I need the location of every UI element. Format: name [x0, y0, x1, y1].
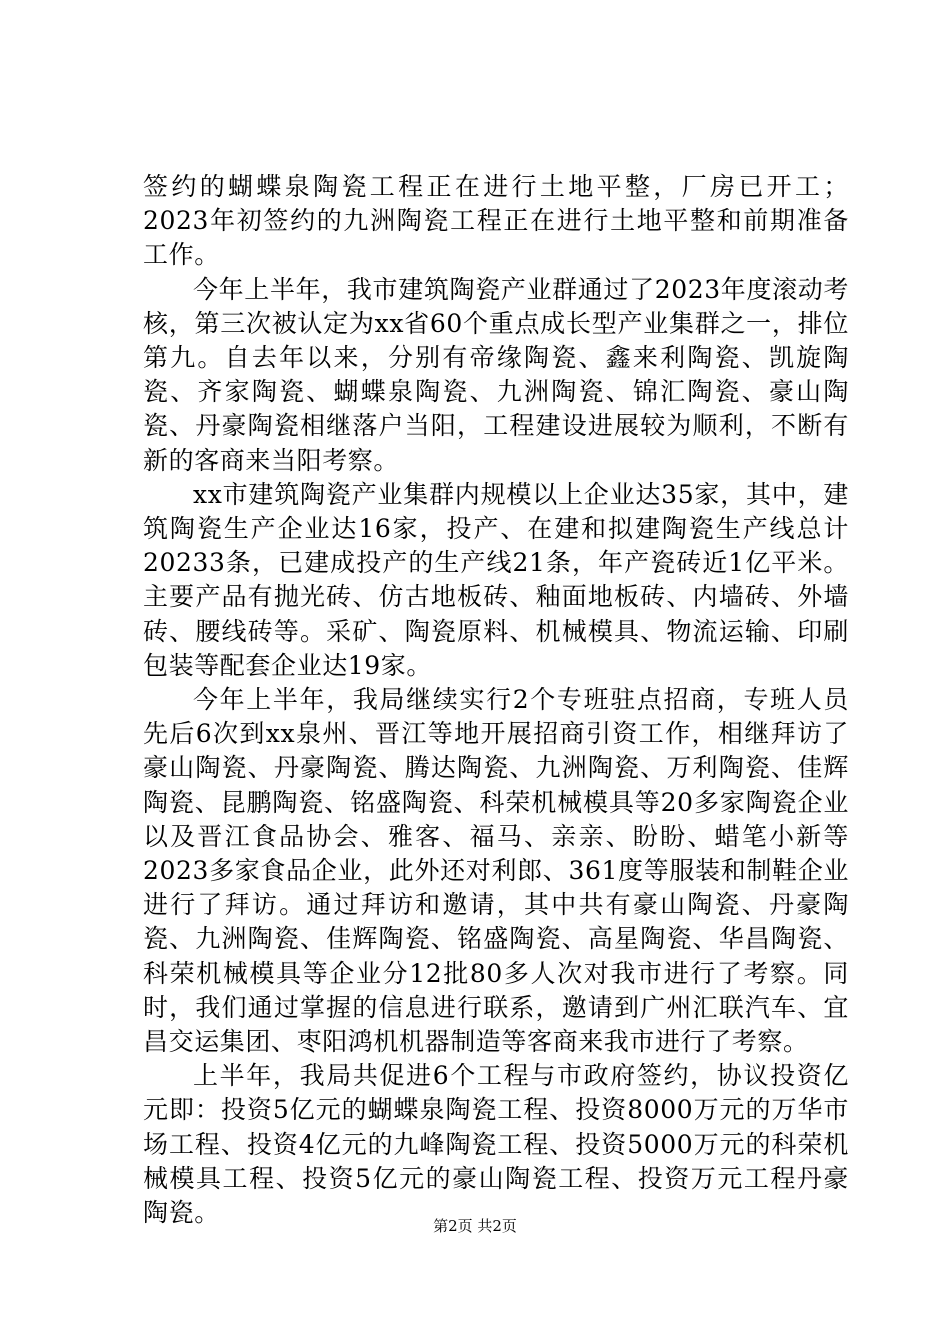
paragraph-2: 今年上半年，我市建筑陶瓷产业群通过了2023年度滚动考核，第三次被认定为xx省60个重点成长型产业集群之一，排位第九。自去年以来，分别有帝缘陶瓷、鑫来利陶瓷、凯旋陶瓷、齐家陶瓷、蝴蝶泉陶瓷、九洲陶瓷、锦汇陶瓷、豪山陶瓷、丹豪陶瓷相继落户当阳，工程建设进展较为顺利，不断有新的客商来当阳考察。 — [143, 274, 849, 475]
paragraph-5: 上半年，我局共促进6个工程与市政府签约，协议投资亿元即：投资5亿元的蝴蝶泉陶瓷工程、投资8000万元的万华市场工程、投资4亿元的九峰陶瓷工程、投资5000万元的科荣机械模具工程、投资5亿元的豪山陶瓷工程、投资万元工程丹豪陶瓷。 — [143, 1061, 849, 1228]
page-footer — [0, 1216, 950, 1236]
page-number-label: 第2页 共2页 — [433, 1217, 517, 1235]
paragraph-3: xx市建筑陶瓷产业集群内规模以上企业达35家，其中，建筑陶瓷生产企业达16家，投产、在建和拟建陶瓷生产线总计20233条，已建成投产的生产线21条，年产瓷砖近1亿平米。主要产品有抛光砖、仿古地板砖、釉面地板砖、内墙砖、外墙砖、腰线砖等。采矿、陶瓷原料、机械模具、物流运输、印刷包装等配套企业达19家。 — [143, 479, 849, 680]
paragraph-1: 签约的蝴蝶泉陶瓷工程正在进行土地平整，厂房已开工；2023年初签约的九洲陶瓷工程正在进行土地平整和前期准备工作。 — [143, 172, 849, 270]
document-body — [143, 170, 849, 1230]
paragraph-4: 今年上半年，我局继续实行2个专班驻点招商，专班人员先后6次到xx泉州、晋江等地开展招商引资工作，相继拜访了豪山陶瓷、丹豪陶瓷、腾达陶瓷、九洲陶瓷、万利陶瓷、佳辉陶瓷、昆鹏陶瓷、铭盛陶瓷、科荣机械模具等20多家陶瓷企业以及晋江食品协会、雅客、福马、亲亲、盼盼、蜡笔小新等2023多家食品企业，此外还对利郎、361度等服装和制鞋企业进行了拜访。通过拜访和邀请，其中共有豪山陶瓷、丹豪陶瓷、九洲陶瓷、佳辉陶瓷、铭盛陶瓷、高星陶瓷、华昌陶瓷、科荣机械模具等企业分12批80多人次对我市进行了考察。同时，我们通过掌握的信息进行联系，邀请到广州汇联汽车、宜昌交运集团、枣阳鸿机机器制造等客商来我市进行了考察。 — [143, 685, 849, 1057]
